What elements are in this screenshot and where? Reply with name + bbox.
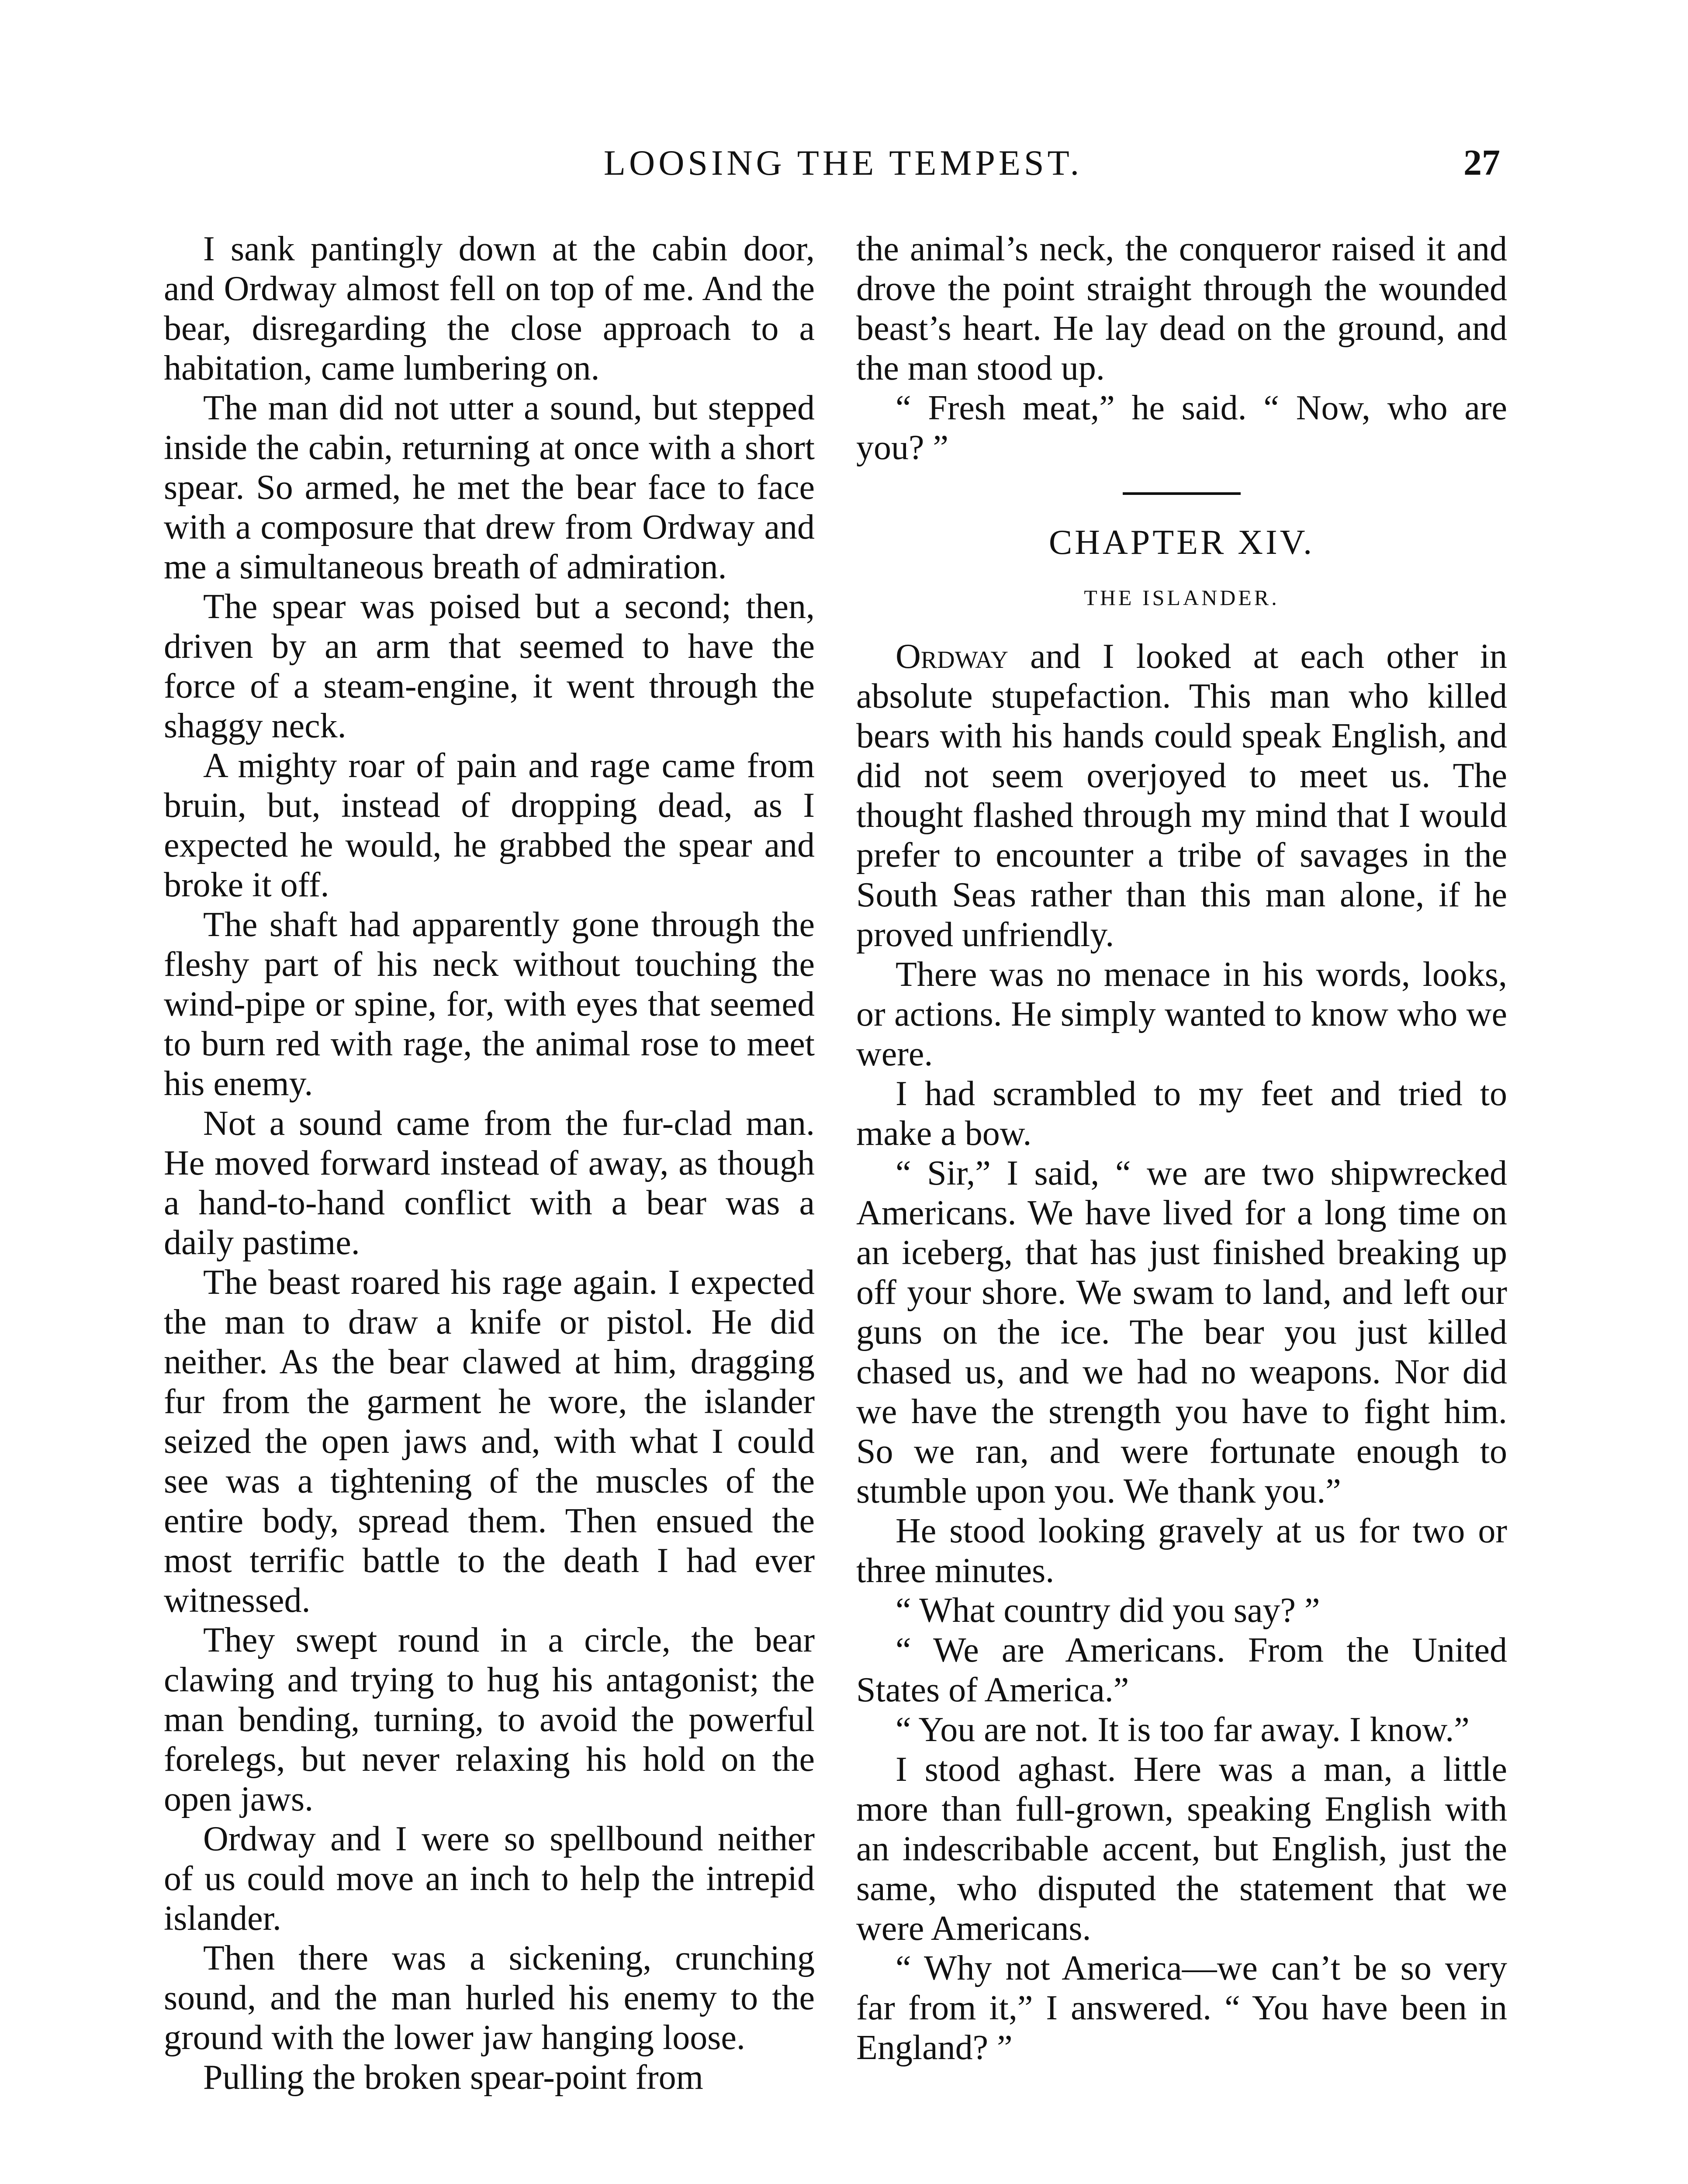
paragraph: “ We are Americans. From the United States of America.” (856, 1631, 1507, 1709)
paragraph: “ Sir,” I said, “ we are two shipwrecked Americans. We have lived for a long time on an iceberg, that has just finished breaking up off your shore. We swam to land, and left our guns on the ice. The bear you just killed chased us, and we had no weapons. Nor did we have the strength you have to fight him. So we ran, and were fortunate enough to stumble upon you. We thank you.” (856, 1154, 1507, 1510)
opening-word: Ordway (896, 637, 1008, 676)
chapter-subtitle: THE ISLANDER. (1084, 585, 1280, 610)
running-title: LOOSING THE TEMPEST. (603, 143, 1083, 183)
paragraph: Ordway and I were so spellbound neither of us could move an inch to help the intrepid islander. (164, 1820, 815, 1938)
paragraph: The shaft had apparently gone through the fleshy part of his neck without touching the wind-pipe or spine, for, with eyes that seemed to burn red with rage, the animal rose to meet his enemy. (164, 905, 815, 1103)
paragraph: “ Fresh meat,” he said. “ Now, who are you? ” (856, 389, 1507, 467)
paragraph: Not a sound came from the fur-clad man. He moved forward instead of away, as though a hand-to-hand conflict with a bear was a daily pastime. (164, 1104, 815, 1262)
paragraph: Then there was a sickening, crunching sound, and the man hurled his enemy to the ground with the lower jaw hanging loose. (164, 1939, 815, 2057)
paragraph: “ Why not America—we can’t be so very far from it,” I answered. “ You have been in England? ” (856, 1949, 1507, 2067)
section-rule (1123, 492, 1241, 495)
paragraph: I stood aghast. Here was a man, a little more than full-grown, speaking English with an indescribable accent, but English, just the same, who disputed the statement that we were Americans. (856, 1750, 1507, 1948)
paragraph: A mighty roar of pain and rage came from bruin, but, instead of dropping dead, as I expected he would, he grabbed the spear and broke it off. (164, 746, 815, 904)
paragraph: There was no menace in his words, looks, or actions. He simply wanted to know who we were. (856, 955, 1507, 1073)
paragraph: Pulling the broken spear-point from (203, 2058, 703, 2097)
paragraph: I sank pantingly down at the cabin door, and Ordway almost fell on top of me. And the bear, disregarding the close approach to a habitation, came lumbering on. (164, 230, 815, 387)
paragraph: I had scrambled to my feet and tried to make a bow. (856, 1075, 1507, 1153)
chapter-opening-paragraph (856, 637, 1507, 955)
page-number: 27 (1463, 142, 1500, 183)
chapter-title: CHAPTER XIV. (1048, 523, 1315, 562)
left-column (164, 229, 815, 2098)
paragraph: He stood looking gravely at us for two or three minutes. (856, 1512, 1507, 1590)
right-column (856, 229, 1507, 2068)
opening-paragraph-text: and I looked at each other in absolute stupefaction. This man who killed bears with his hands could speak English, and did not seem overjoyed to meet us. The thought flashed through my mind that I would prefer to encounter a tribe of savages in the South Seas rather than this man alone, if he proved unfriendly. (856, 637, 1507, 954)
paragraph: “ What country did you say? ” (896, 1591, 1320, 1630)
paragraph: They swept round in a circle, the bear clawing and trying to hug his antagonist; the man bending, turning, to avoid the powerful forelegs, but never relaxing his hold on the open jaws. (164, 1621, 815, 1818)
paragraph: The beast roared his rage again. I expected the man to draw a knife or pistol. He did neither. As the bear clawed at him, dragging fur from the garment he wore, the islander seized the open jaws and, with what I could see was a tightening of the muscles of the entire body, spread them. Then ensued the most terrific battle to the death I had ever witnessed. (164, 1263, 815, 1620)
paragraph: The spear was poised but a second; then, driven by an arm that seemed to have the force of a steam-engine, it went through the shaggy neck. (164, 587, 815, 745)
paragraph: “ You are not. It is too far away. I know.” (896, 1711, 1470, 1749)
running-head (0, 139, 1688, 187)
paragraph: The man did not utter a sound, but stepped inside the cabin, returning at once with a short spear. So armed, he met the bear face to face with a composure that drew from Ordway and me a simultaneous breath of admiration. (164, 389, 815, 586)
continued-paragraph: the animal’s neck, the conqueror raised it and drove the point straight through the wounded beast’s heart. He lay dead on the ground, and the man stood up. (856, 230, 1507, 387)
